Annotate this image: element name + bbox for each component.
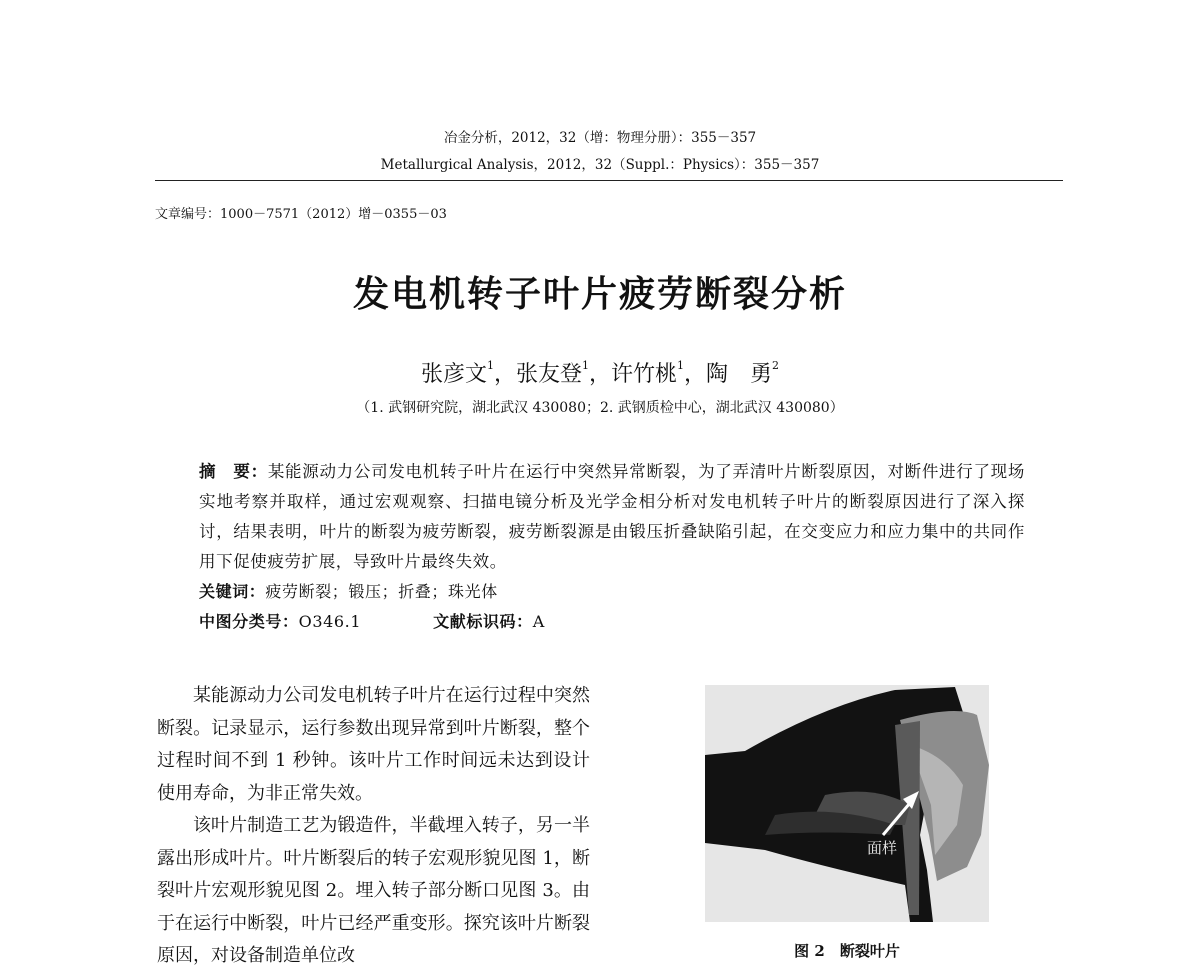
doc-code-label: 文献标识码：	[433, 612, 533, 631]
body-paragraph: 某能源动力公司发电机转子叶片在运行过程中突然断裂。记录显示，运行参数出现异常到叶片断裂，整个过程时间不到 1 秒钟。该叶片工作时间远未达到设计使用寿命，为非正常失效。	[157, 685, 590, 804]
author-separator: ，	[493, 362, 516, 387]
keywords-line	[199, 577, 1025, 607]
figure-label: 面样	[867, 839, 898, 857]
abstract-paragraph	[199, 457, 1025, 577]
figure-photo	[705, 685, 989, 922]
author-affil-mark: 1	[486, 358, 494, 372]
doc-code-value: A	[532, 612, 545, 631]
author-affil-mark: 2	[772, 358, 780, 372]
paper-title: 发电机转子叶片疲劳断裂分析	[352, 274, 847, 315]
affiliations: （1. 武钢研究院，湖北武汉 430080；2. 武钢质检中心，湖北武汉 430080）	[356, 400, 844, 416]
abstract-block	[199, 457, 1025, 637]
keywords-label: 关键词：	[199, 582, 266, 601]
author-list	[0, 357, 1200, 388]
header-rule	[155, 180, 1063, 181]
author-name: 张彦文	[420, 362, 487, 387]
body-paragraph: 该叶片制造工艺为锻造件，半截埋入转子，另一半露出形成叶片。叶片断裂后的转子宏观形貌见图 1，断裂叶片宏观形貌见图 2。埋入转子部分断口见图 3。由于在运行中断裂，叶片已经严重变形。探究该叶片断裂原因，对设备制造单位改	[157, 815, 590, 966]
keywords-text: 疲劳断裂；锻压；折叠；珠光体	[265, 582, 498, 601]
author-name: 张友登	[515, 362, 582, 387]
figure-caption: 图 2 断裂叶片	[794, 942, 900, 960]
author-separator: ，	[684, 362, 707, 387]
article-number: 文章编号：1000－7571（2012）增－0355－03	[155, 207, 447, 222]
body-column-left	[157, 680, 590, 973]
author-name: 陶 勇	[706, 362, 773, 387]
journal-citation-en: Metallurgical Analysis，2012，32（Suppl.：Physics）：355－357	[380, 157, 820, 173]
author-separator: ，	[588, 362, 611, 387]
author-name: 许竹桃	[611, 362, 678, 387]
author-affil-mark: 1	[581, 358, 589, 372]
clc-label: 中图分类号：	[199, 612, 299, 631]
clc-value: O346.1	[298, 612, 362, 631]
journal-citation-cn: 冶金分析，2012，32（增：物理分册）：355－357	[443, 130, 757, 146]
abstract-text: 某能源动力公司发电机转子叶片在运行中突然异常断裂，为了弄清叶片断裂原因，对断件进行了现场实地考察并取样，通过宏观观察、扫描电镜分析及光学金相分析对发电机转子叶片的断裂原因进行了深入探讨，结果表明，叶片的断裂为疲劳断裂，疲劳断裂源是由锻压折叠缺陷引起，在交变应力和应力集中的共同作用下促使疲劳扩展，导致叶片最终失效。	[199, 462, 1025, 571]
author-affil-mark: 1	[677, 358, 685, 372]
classification-line	[199, 607, 1025, 637]
abstract-label: 摘 要：	[199, 462, 268, 481]
fractured-blade-photo	[705, 685, 989, 922]
